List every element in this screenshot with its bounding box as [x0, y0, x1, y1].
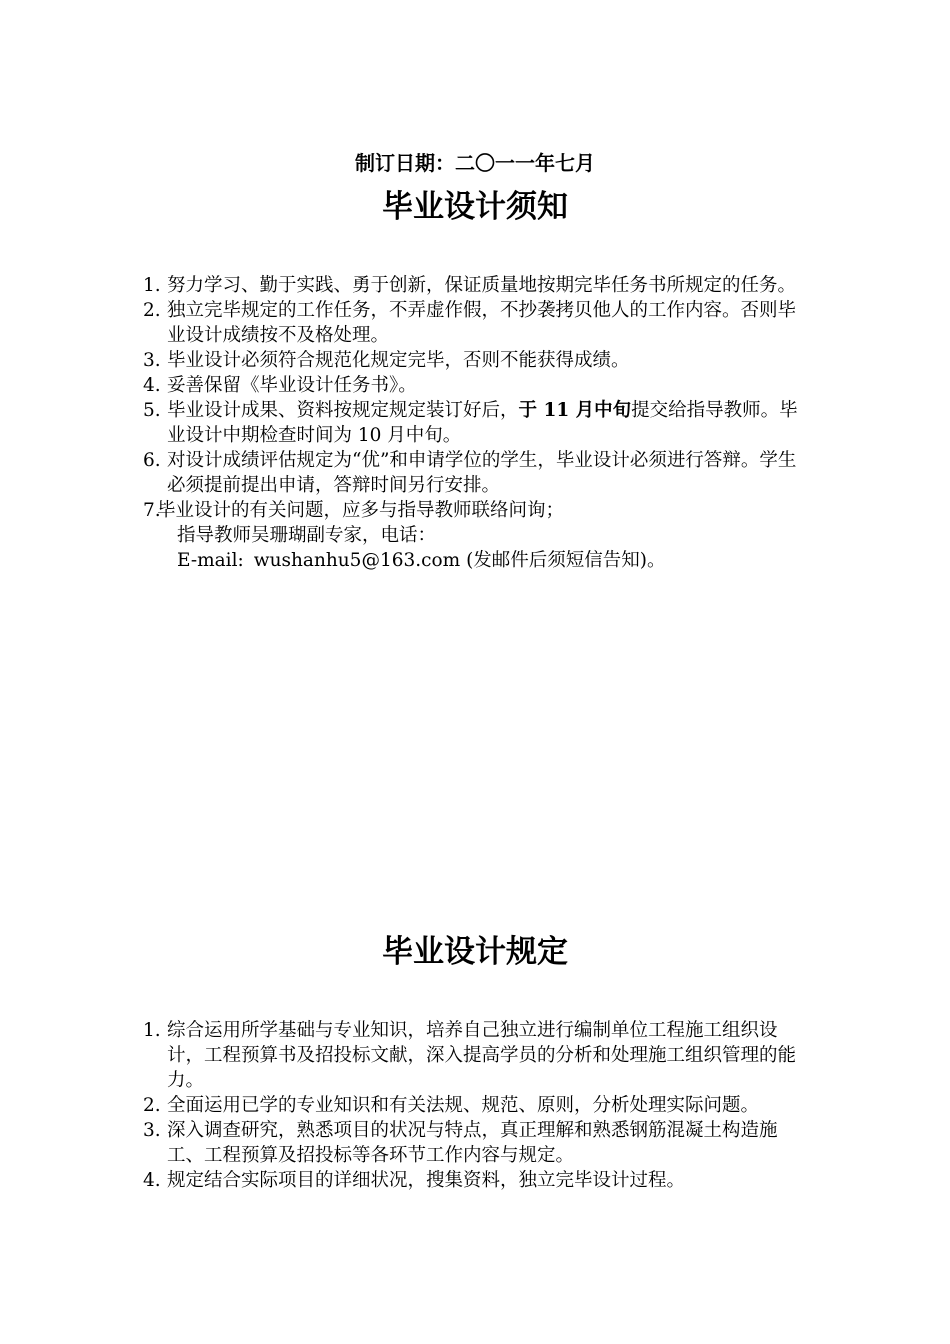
email-note: (发邮件后须短信告知)。 — [466, 550, 666, 571]
item-number: 1. — [143, 1020, 161, 1041]
item-number: 4. — [143, 375, 161, 396]
list-item — [143, 1093, 811, 1118]
item-text: 毕业设计成果、资料按规定规定装订好后， — [167, 400, 519, 421]
item-text: 深入调查研究，熟悉项目的状况与特点，真正理解和熟悉钢筋混凝土构造施工、工程预算及招投标等各环节工作内容与规定。 — [167, 1120, 778, 1166]
rules-list — [143, 1018, 811, 1193]
section-title-notice: 毕业设计须知 — [382, 189, 568, 225]
item-number: 2. — [143, 1095, 161, 1116]
list-item — [143, 273, 811, 298]
item-number: 4. — [143, 1170, 161, 1191]
item-number: 3. — [143, 350, 161, 371]
item-text: 综合运用所学基础与专业知识，培养自己独立进行编制单位工程施工组织设计，工程预算书及招投标文献，深入提高学员的分析和处理施工组织管理的能力。 — [167, 1020, 797, 1091]
list-item — [143, 1168, 811, 1193]
item-text: 提交给指导教师。毕业设计中期检查时间为 10 月中旬。 — [167, 400, 798, 446]
item-text: 规定结合实际项目的详细状况，搜集资料，独立完毕设计过程。 — [167, 1170, 686, 1191]
list-item — [143, 448, 811, 498]
list-item — [143, 298, 811, 348]
list-item — [143, 398, 811, 448]
item-number: 6. — [143, 450, 161, 471]
email-line — [143, 548, 811, 573]
list-item — [143, 373, 811, 398]
list-item — [143, 348, 811, 373]
revision-date: 制订日期：二〇一一年七月 — [355, 151, 595, 175]
notice-list — [143, 273, 811, 573]
item-number: 1. — [143, 275, 161, 296]
item-text: 毕业设计的有关问题，应多与指导教师联络问询； — [157, 500, 565, 521]
list-item — [143, 1118, 811, 1168]
section-title-rules: 毕业设计规定 — [382, 934, 568, 970]
advisor-line: 指导教师吴珊瑚副专家，电话： — [177, 525, 437, 546]
item-text: 努力学习、勤于实践、勇于创新，保证质量地按期完毕任务书所规定的任务。 — [167, 275, 797, 296]
email-address[interactable]: wushanhu5@163.com — [253, 550, 461, 571]
item-text: 毕业设计必须符合规范化规定完毕，否则不能获得成绩。 — [167, 350, 630, 371]
item-number: 2. — [143, 300, 161, 321]
deadline-bold: 于 11 月中旬 — [518, 400, 632, 421]
list-item — [143, 1018, 811, 1093]
list-item — [143, 498, 811, 523]
item-text: 独立完毕规定的工作任务，不弄虚作假，不抄袭拷贝他人的工作内容。否则毕业设计成绩按不及格处理。 — [167, 300, 797, 346]
item-number: 7. — [143, 500, 161, 521]
item-text: 对设计成绩评估规定为“优”和申请学位的学生，毕业设计必须进行答辩。学生必须提前提出申请，答辩时间另行安排。 — [167, 450, 797, 496]
email-label: E-mail: — [177, 550, 244, 571]
item-number: 3. — [143, 1120, 161, 1141]
item-text: 妥善保留《毕业设计任务书》。 — [167, 375, 417, 396]
item-text: 全面运用已学的专业知识和有关法规、规范、原则，分析处理实际问题。 — [167, 1095, 760, 1116]
item-number: 5. — [143, 400, 161, 421]
